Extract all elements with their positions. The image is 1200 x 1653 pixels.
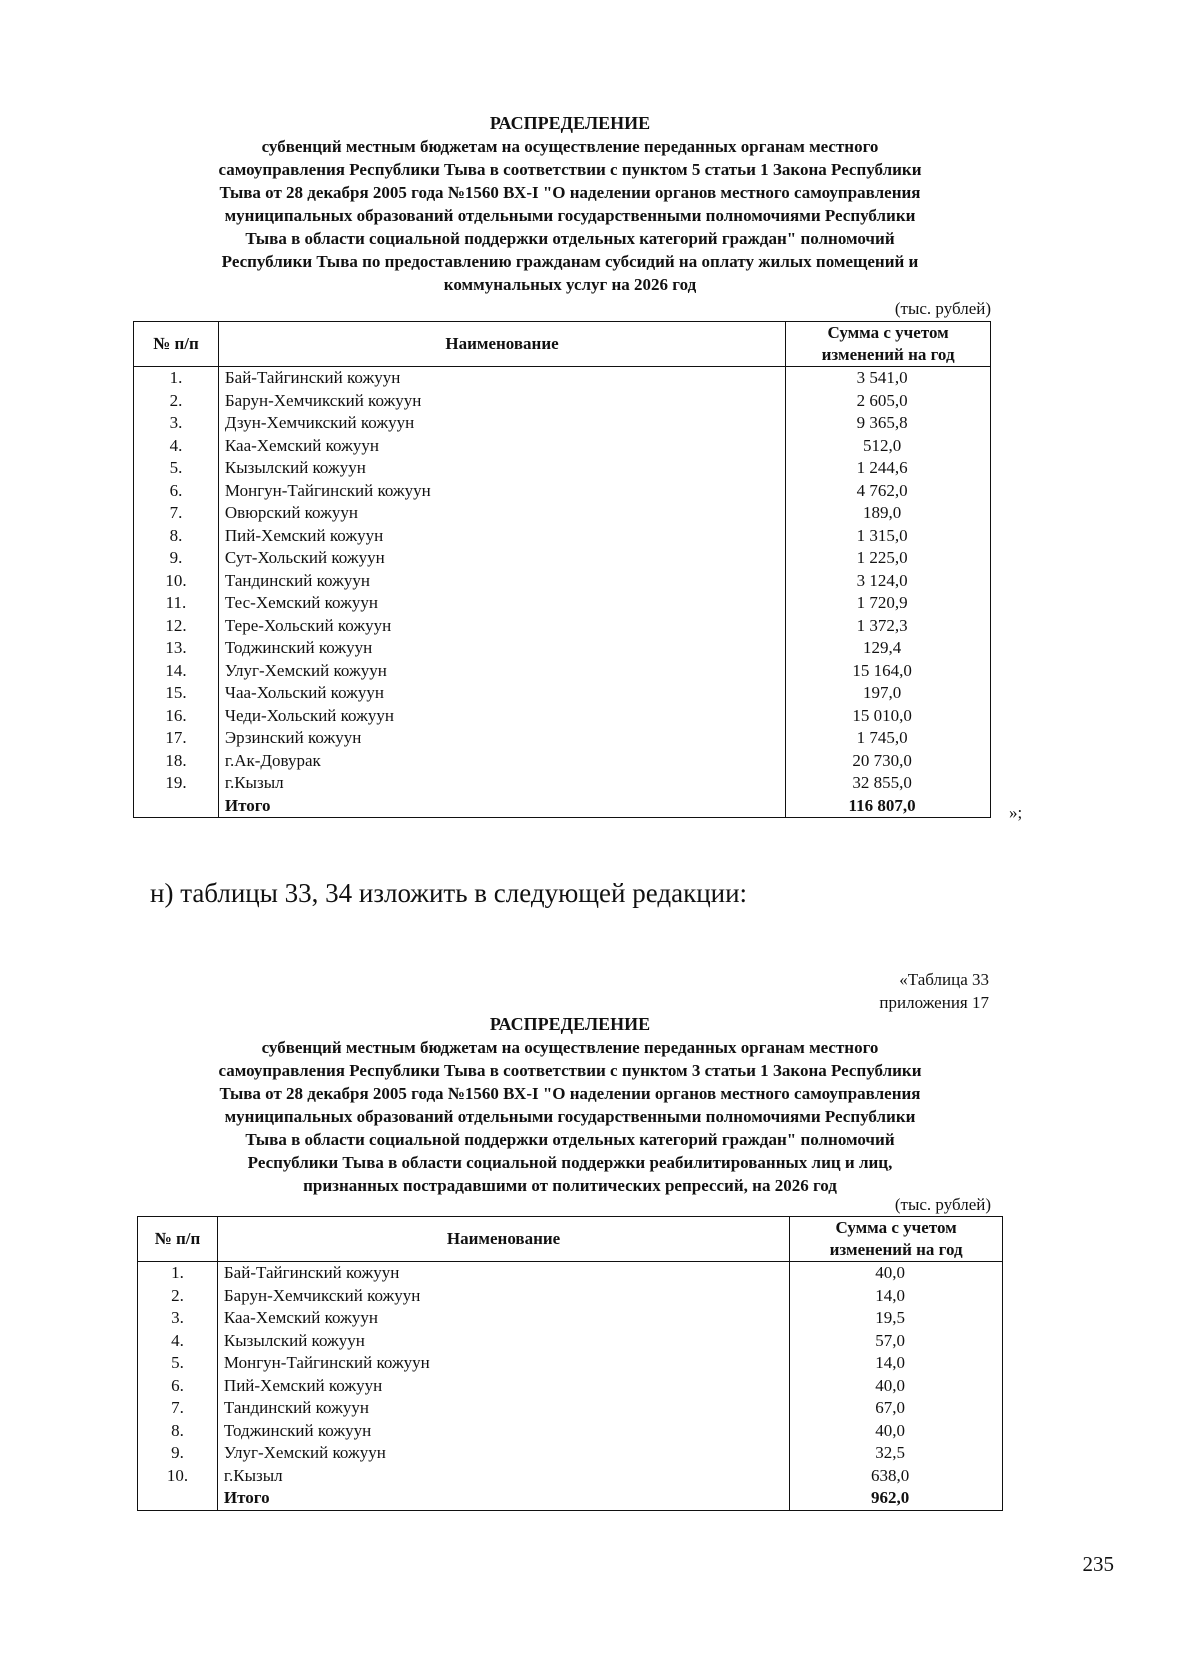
table2-desc-line: субвенций местным бюджетам на осуществление переданных органам местного <box>261 1038 879 1057</box>
table1 <box>133 321 991 818</box>
total-row <box>138 1487 1003 1510</box>
table-row <box>134 367 991 390</box>
table-reference <box>879 968 989 1014</box>
table-row <box>138 1285 1003 1308</box>
row-number: 6. <box>134 480 219 503</box>
row-name: Тоджинский кожуун <box>217 1420 789 1443</box>
total-row <box>134 795 991 818</box>
row-name: Пий-Хемский кожуун <box>217 1375 789 1398</box>
table-row <box>134 547 991 570</box>
row-name: Чеди-Хольский кожуун <box>218 705 785 728</box>
row-sum: 197,0 <box>786 682 991 705</box>
row-sum: 129,4 <box>786 637 991 660</box>
table2-units: (тыс. рублей) <box>894 1195 991 1214</box>
row-sum: 189,0 <box>786 502 991 525</box>
row-name: Каа-Хемский кожуун <box>218 435 785 458</box>
col-header-sum <box>790 1217 1003 1262</box>
row-number: 3. <box>134 412 219 435</box>
row-sum: 512,0 <box>786 435 991 458</box>
total-value: 116 807,0 <box>786 795 991 818</box>
row-name: Каа-Хемский кожуун <box>217 1307 789 1330</box>
row-name: Барун-Хемчикский кожуун <box>218 390 785 413</box>
row-number: 8. <box>138 1420 218 1443</box>
row-number: 7. <box>134 502 219 525</box>
row-name: Улуг-Хемский кожуун <box>217 1442 789 1465</box>
row-name: Сут-Хольский кожуун <box>218 547 785 570</box>
row-sum: 4 762,0 <box>786 480 991 503</box>
table1-heading: РАСПРЕДЕЛЕНИЕ <box>489 113 651 133</box>
row-number: 1. <box>134 367 219 390</box>
total-number-cell <box>134 795 219 818</box>
row-name: г.Ак-Довурак <box>218 750 785 773</box>
row-number: 8. <box>134 525 219 548</box>
row-name: Эрзинский кожуун <box>218 727 785 750</box>
row-sum: 3 124,0 <box>786 570 991 593</box>
row-number: 5. <box>134 457 219 480</box>
row-name: Бай-Тайгинский кожуун <box>217 1262 789 1285</box>
row-name: Тере-Хольский кожуун <box>218 615 785 638</box>
row-name: Дзун-Хемчикский кожуун <box>218 412 785 435</box>
row-sum: 14,0 <box>790 1285 1003 1308</box>
row-sum: 20 730,0 <box>786 750 991 773</box>
row-name: г.Кызыл <box>218 772 785 795</box>
row-number: 5. <box>138 1352 218 1375</box>
row-number: 16. <box>134 705 219 728</box>
row-sum: 67,0 <box>790 1397 1003 1420</box>
row-number: 13. <box>134 637 219 660</box>
row-sum: 57,0 <box>790 1330 1003 1353</box>
row-sum: 3 541,0 <box>786 367 991 390</box>
table2-desc-line: Тыва в области социальной поддержки отдельных категорий граждан" полномочий <box>245 1130 895 1149</box>
total-value: 962,0 <box>790 1487 1003 1510</box>
table-reference-line2: приложения 17 <box>879 993 989 1012</box>
table2-desc-line: муниципальных образований отдельными государственными полномочиями Республики <box>224 1107 916 1126</box>
table2-desc-line: Тыва от 28 декабря 2005 года №1560 ВХ-I "О наделении органов местного самоуправления <box>219 1084 921 1103</box>
table2-desc-line: самоуправления Республики Тыва в соответствии с пунктом 3 статьи 1 Закона Республики <box>218 1061 922 1080</box>
table1-desc-line: Тыва от 28 декабря 2005 года №1560 ВХ-I "О наделении органов местного самоуправления <box>219 183 921 202</box>
row-name: Бай-Тайгинский кожуун <box>218 367 785 390</box>
row-name: Кызылский кожуун <box>217 1330 789 1353</box>
table-row <box>138 1397 1003 1420</box>
table-row <box>134 457 991 480</box>
table1-title <box>140 112 1000 296</box>
table2-desc-line: Республики Тыва в области социальной поддержки реабилитированных лиц и лиц, <box>247 1153 893 1172</box>
row-name: Монгун-Тайгинский кожуун <box>218 480 785 503</box>
row-number: 4. <box>134 435 219 458</box>
row-number: 18. <box>134 750 219 773</box>
row-number: 1. <box>138 1262 218 1285</box>
table-row <box>134 727 991 750</box>
row-number: 4. <box>138 1330 218 1353</box>
row-name: Тоджинский кожуун <box>218 637 785 660</box>
table1-desc-line: самоуправления Республики Тыва в соответствии с пунктом 5 статьи 1 Закона Республики <box>218 160 922 179</box>
row-number: 11. <box>134 592 219 615</box>
table-row <box>138 1262 1003 1285</box>
table-row <box>134 705 991 728</box>
table1-desc-line: Тыва в области социальной поддержки отдельных категорий граждан" полномочий <box>245 229 895 248</box>
row-sum: 40,0 <box>790 1375 1003 1398</box>
row-number: 7. <box>138 1397 218 1420</box>
row-name: Тандинский кожуун <box>218 570 785 593</box>
row-name: Овюрский кожуун <box>218 502 785 525</box>
table-row <box>134 525 991 548</box>
row-number: 3. <box>138 1307 218 1330</box>
row-number: 2. <box>138 1285 218 1308</box>
row-sum: 15 164,0 <box>786 660 991 683</box>
row-sum: 1 720,9 <box>786 592 991 615</box>
table2-desc-line: признанных пострадавшими от политических репрессий, на 2026 год <box>303 1176 837 1195</box>
row-name: Тес-Хемский кожуун <box>218 592 785 615</box>
row-number: 17. <box>134 727 219 750</box>
table2 <box>137 1216 1003 1511</box>
row-number: 9. <box>134 547 219 570</box>
row-sum: 638,0 <box>790 1465 1003 1488</box>
row-sum: 1 745,0 <box>786 727 991 750</box>
total-label: Итого <box>217 1487 789 1510</box>
row-name: Чаа-Хольский кожуун <box>218 682 785 705</box>
table1-desc-line: муниципальных образований отдельными государственными полномочиями Республики <box>224 206 916 225</box>
row-sum: 32,5 <box>790 1442 1003 1465</box>
table-row <box>138 1330 1003 1353</box>
table2-heading: РАСПРЕДЕЛЕНИЕ <box>489 1014 651 1034</box>
row-sum: 2 605,0 <box>786 390 991 413</box>
table-row <box>134 390 991 413</box>
row-number: 15. <box>134 682 219 705</box>
col-header-number: № п/п <box>138 1217 218 1262</box>
col-header-sum <box>786 322 991 367</box>
table-row <box>138 1442 1003 1465</box>
table-row <box>138 1420 1003 1443</box>
row-number: 12. <box>134 615 219 638</box>
row-sum: 1 225,0 <box>786 547 991 570</box>
col-header-sum-line1: Сумма с учетом <box>827 323 949 342</box>
row-name: Барун-Хемчикский кожуун <box>217 1285 789 1308</box>
row-number: 10. <box>138 1465 218 1488</box>
instruction-text: н) таблицы 33, 34 изложить в следующей редакции: <box>150 878 748 908</box>
row-sum: 32 855,0 <box>786 772 991 795</box>
row-number: 19. <box>134 772 219 795</box>
table-reference-line1: «Таблица 33 <box>899 970 989 989</box>
table-row <box>134 592 991 615</box>
table2-title <box>140 1013 1000 1197</box>
table-row <box>138 1465 1003 1488</box>
col-header-name: Наименование <box>217 1217 789 1262</box>
row-sum: 1 244,6 <box>786 457 991 480</box>
table-row <box>134 412 991 435</box>
row-name: Тандинский кожуун <box>217 1397 789 1420</box>
col-header-sum-line1: Сумма с учетом <box>835 1218 957 1237</box>
table-row <box>134 637 991 660</box>
table-row <box>134 502 991 525</box>
table1-desc-line: коммунальных услуг на 2026 год <box>443 275 697 294</box>
row-sum: 1 372,3 <box>786 615 991 638</box>
col-header-number: № п/п <box>134 322 219 367</box>
total-label: Итого <box>218 795 785 818</box>
row-sum: 9 365,8 <box>786 412 991 435</box>
table1-desc-line: Республики Тыва по предоставлению гражданам субсидий на оплату жилых помещений и <box>221 252 919 271</box>
table-row <box>134 660 991 683</box>
row-name: Пий-Хемский кожуун <box>218 525 785 548</box>
row-number: 10. <box>134 570 219 593</box>
table-row <box>138 1375 1003 1398</box>
row-number: 2. <box>134 390 219 413</box>
page-number: 235 <box>1082 1552 1114 1576</box>
col-header-sum-line2: изменений на год <box>829 1240 963 1259</box>
table-row <box>134 480 991 503</box>
closing-quote: »; <box>1009 803 1023 822</box>
col-header-sum-line2: изменений на год <box>821 345 955 364</box>
total-number-cell <box>138 1487 218 1510</box>
table-row <box>134 750 991 773</box>
row-sum: 40,0 <box>790 1262 1003 1285</box>
table-row <box>134 772 991 795</box>
table1-desc-line: субвенций местным бюджетам на осуществление переданных органам местного <box>261 137 879 156</box>
table-row <box>134 570 991 593</box>
row-name: Улуг-Хемский кожуун <box>218 660 785 683</box>
table-row <box>138 1307 1003 1330</box>
table-row <box>134 682 991 705</box>
row-sum: 40,0 <box>790 1420 1003 1443</box>
row-number: 14. <box>134 660 219 683</box>
row-number: 9. <box>138 1442 218 1465</box>
row-sum: 19,5 <box>790 1307 1003 1330</box>
table-row <box>134 615 991 638</box>
row-name: г.Кызыл <box>217 1465 789 1488</box>
col-header-name: Наименование <box>218 322 785 367</box>
row-sum: 1 315,0 <box>786 525 991 548</box>
row-name: Монгун-Тайгинский кожуун <box>217 1352 789 1375</box>
row-number: 6. <box>138 1375 218 1398</box>
row-name: Кызылский кожуун <box>218 457 785 480</box>
table1-units: (тыс. рублей) <box>894 299 991 318</box>
row-sum: 15 010,0 <box>786 705 991 728</box>
table-row <box>138 1352 1003 1375</box>
table-row <box>134 435 991 458</box>
row-sum: 14,0 <box>790 1352 1003 1375</box>
